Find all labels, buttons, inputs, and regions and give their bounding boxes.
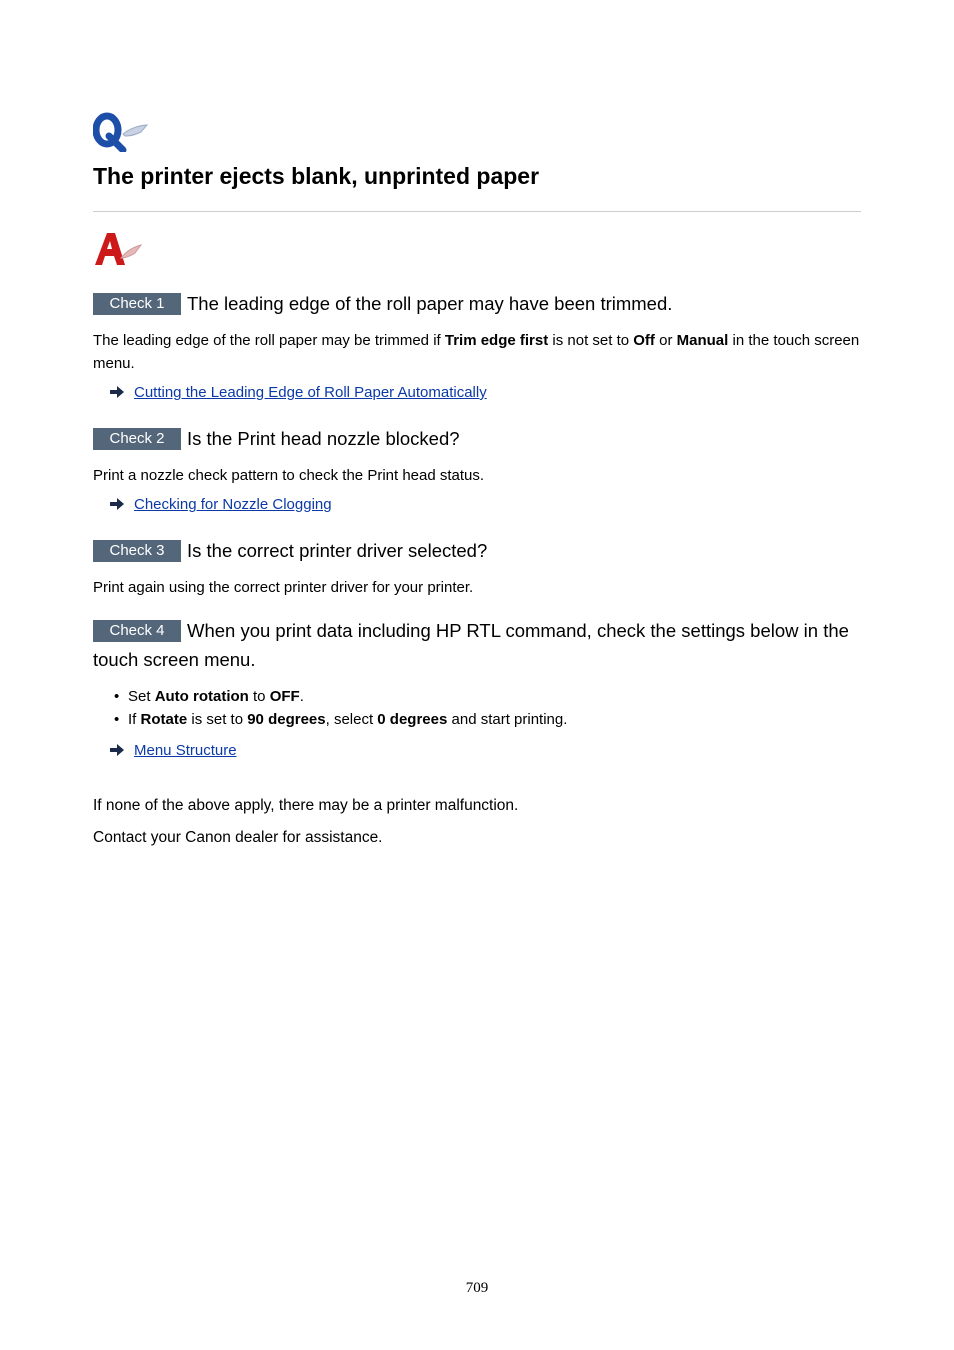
arrow-right-icon bbox=[110, 386, 124, 398]
check-1-body bbox=[93, 329, 861, 375]
page-title: The printer ejects blank, unprinted paper bbox=[93, 163, 540, 189]
malfunction-note: If none of the above apply, there may be a printer malfunction. bbox=[93, 797, 519, 814]
contact-dealer-note: Contact your Canon dealer for assistance. bbox=[93, 829, 383, 846]
value-manual: Manual bbox=[676, 332, 729, 349]
text: is set to bbox=[187, 711, 248, 728]
setting-rotate: Rotate bbox=[140, 711, 188, 728]
answer-a-icon bbox=[93, 230, 143, 268]
text: is not set to bbox=[548, 332, 634, 349]
text: and start printing. bbox=[447, 711, 568, 728]
check-2-section bbox=[93, 424, 861, 515]
check-1-badge: Check 1 bbox=[93, 293, 181, 315]
value-off: OFF bbox=[269, 688, 300, 705]
setting-auto-rotation: Auto rotation bbox=[154, 688, 249, 705]
arrow-right-icon bbox=[110, 498, 124, 510]
bullet: • bbox=[114, 688, 120, 705]
link-menu-structure[interactable]: Menu Structure bbox=[134, 742, 237, 759]
link-checking-nozzle-clogging[interactable]: Checking for Nozzle Clogging bbox=[134, 496, 332, 513]
bullet: • bbox=[114, 711, 120, 728]
list-item bbox=[93, 685, 861, 708]
title-divider bbox=[93, 211, 861, 212]
check-3-body: Print again using the correct printer driver for your printer. bbox=[93, 579, 474, 596]
page-number: 709 bbox=[465, 1280, 489, 1296]
text: to bbox=[248, 688, 270, 705]
list-item bbox=[93, 708, 861, 731]
text: or bbox=[654, 332, 677, 349]
check-2-link-row bbox=[93, 495, 861, 515]
check-4-section bbox=[93, 616, 861, 761]
text: in the touch screen menu. bbox=[93, 332, 860, 372]
check-4-heading bbox=[93, 616, 861, 674]
check-2-heading bbox=[93, 424, 861, 453]
text: . bbox=[299, 688, 304, 705]
check-4-heading-text: When you print data including HP RTL command, check the settings below in the touch screen menu. bbox=[93, 620, 849, 670]
check-4-bullet-list bbox=[93, 685, 861, 731]
value-0-degrees: 0 degrees bbox=[377, 711, 448, 728]
check-3-heading bbox=[93, 536, 861, 565]
check-3-badge: Check 3 bbox=[93, 540, 181, 562]
check-2-badge: Check 2 bbox=[93, 428, 181, 450]
text: The leading edge of the roll paper may be trimmed if bbox=[93, 332, 445, 349]
check-1-section bbox=[93, 289, 861, 403]
text: If bbox=[128, 711, 141, 728]
check-4-badge: Check 4 bbox=[93, 620, 181, 642]
check-1-link-row bbox=[93, 383, 861, 403]
check-4-link-row bbox=[93, 741, 861, 761]
check-1-heading bbox=[93, 289, 861, 318]
question-q-icon bbox=[93, 112, 149, 152]
page bbox=[93, 0, 861, 1350]
check-2-body: Print a nozzle check pattern to check the Print head status. bbox=[93, 467, 485, 484]
value-off: Off bbox=[633, 332, 655, 349]
text: Set bbox=[128, 688, 155, 705]
arrow-right-icon bbox=[110, 744, 124, 756]
value-90-degrees: 90 degrees bbox=[247, 711, 326, 728]
check-2-heading-text: Is the Print head nozzle blocked? bbox=[187, 428, 460, 449]
check-1-heading-text: The leading edge of the roll paper may have been trimmed. bbox=[187, 293, 673, 314]
link-cutting-leading-edge[interactable]: Cutting the Leading Edge of Roll Paper Automatically bbox=[134, 384, 487, 401]
setting-trim-edge-first: Trim edge first bbox=[444, 332, 549, 349]
text: , select bbox=[325, 711, 378, 728]
check-3-section bbox=[93, 536, 861, 599]
check-3-heading-text: Is the correct printer driver selected? bbox=[187, 540, 488, 561]
